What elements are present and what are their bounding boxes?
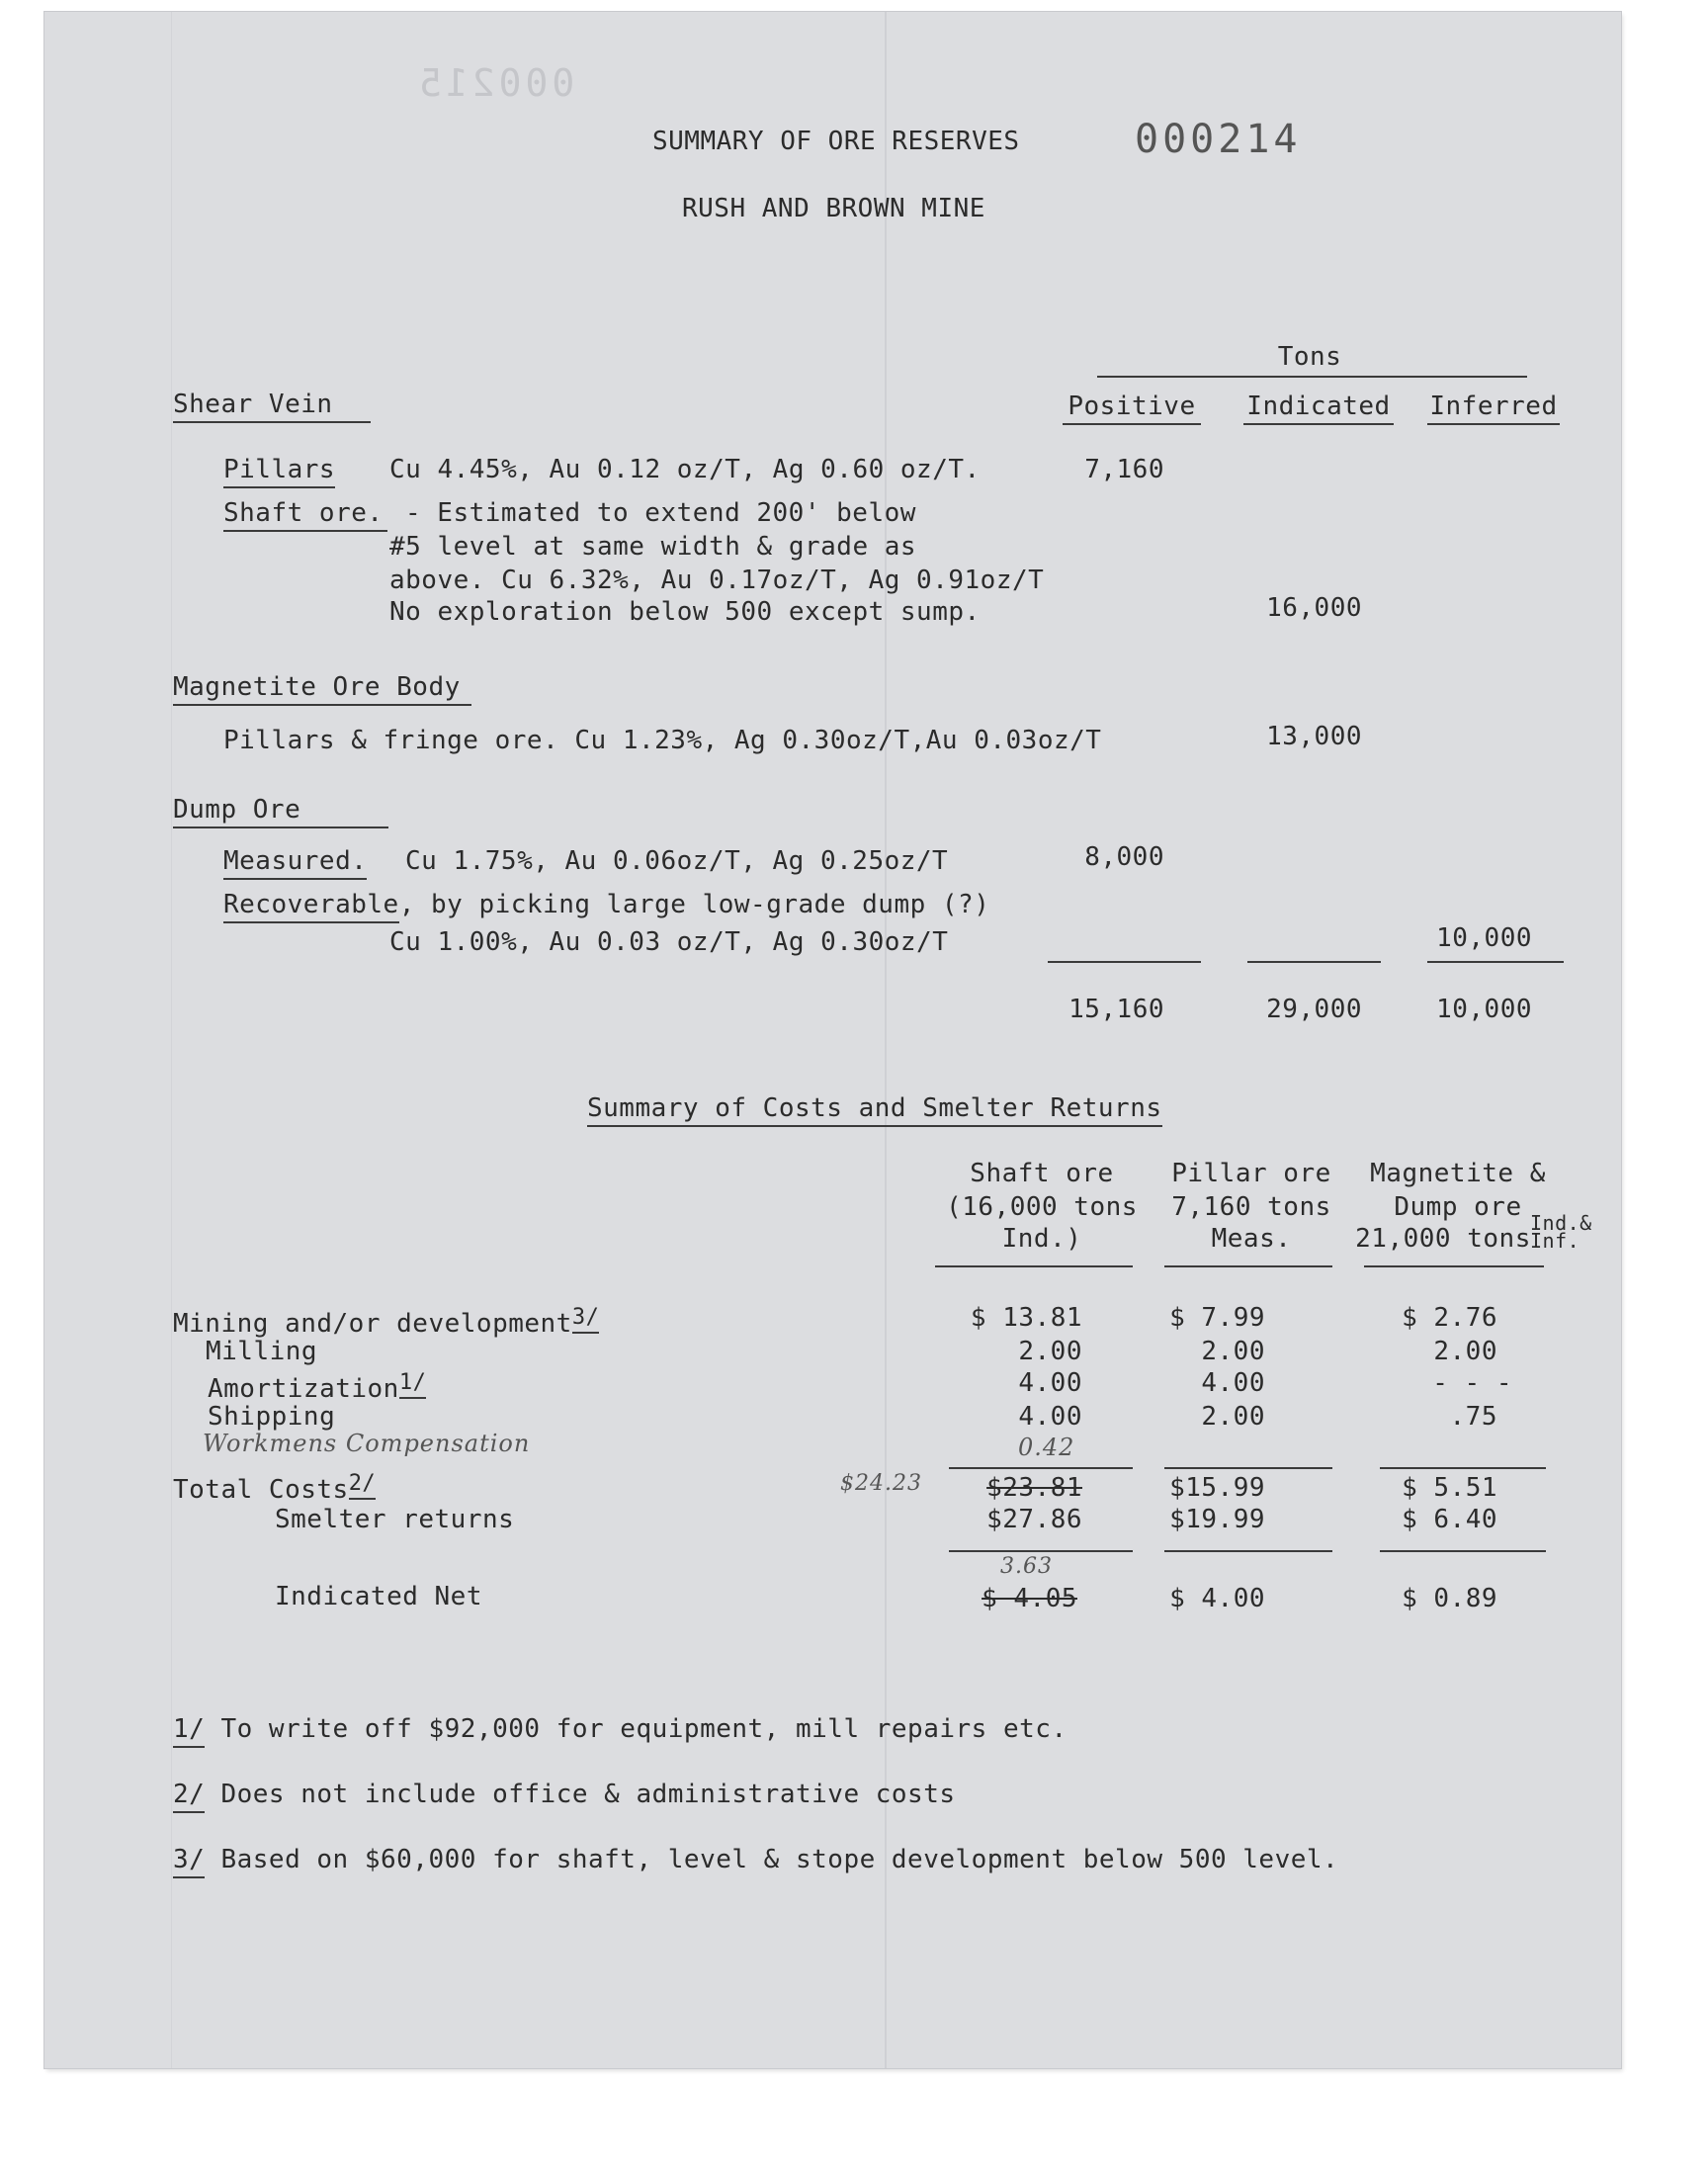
magnetite-grade: Pillars & fringe ore. Cu 1.23%, Ag 0.30oz/T,Au 0.03oz/T <box>223 726 1102 755</box>
col-shaft-rule <box>935 1265 1133 1267</box>
shaft-ore-line-1: - Estimated to extend 200' below <box>405 498 916 528</box>
total-positive: 15,160 <box>1068 995 1164 1024</box>
section-magnetite: Magnetite Ore Body <box>173 672 471 706</box>
pillars-label: Pillars <box>223 455 335 488</box>
shaft-ore-indicated: 16,000 <box>1266 593 1362 623</box>
sum-rule-indicated <box>1247 961 1381 963</box>
row-amortization-pillar: 4.00 <box>1201 1368 1265 1398</box>
document-number-stamp: 000214 <box>1135 117 1302 162</box>
costs-heading: Summary of Costs and Smelter Returns <box>587 1093 1162 1127</box>
col-pillar-ore-1: Pillar ore <box>1171 1159 1331 1188</box>
footnote-1-mark: 1/ <box>173 1714 205 1748</box>
row-mining-shaft: $ 13.81 <box>970 1303 1082 1333</box>
footnote-2-mark: 2/ <box>173 1780 205 1813</box>
col-positive-header: Positive <box>1063 392 1201 425</box>
total-costs-pillar: $15.99 <box>1169 1473 1265 1503</box>
shaft-ore-line-2: #5 level at same width & grade as <box>389 532 917 562</box>
smelter-returns-pillar: $19.99 <box>1169 1505 1265 1534</box>
shaft-ore-label: Shaft ore. <box>223 498 387 532</box>
section-shear-vein: Shear Vein <box>173 390 371 423</box>
net-rule-pillar <box>1164 1550 1332 1552</box>
col-pillar-ore-2: 7,160 tons <box>1171 1192 1331 1222</box>
smelter-returns-label: Smelter returns <box>275 1505 515 1534</box>
indicated-net-magnetite: $ 0.89 <box>1402 1584 1497 1613</box>
pillars-grade: Cu 4.45%, Au 0.12 oz/T, Ag 0.60 oz/T. <box>389 455 981 484</box>
row-amortization-shaft: 4.00 <box>1018 1368 1082 1398</box>
total-rule-shaft <box>949 1467 1133 1469</box>
col-magnetite-rule <box>1364 1265 1544 1267</box>
col-magnetite-3: 21,000 tons <box>1355 1224 1531 1254</box>
col-pillar-rule <box>1164 1265 1332 1267</box>
section-dump-ore: Dump Ore <box>173 795 388 828</box>
row-amortization-label <box>208 1368 426 1404</box>
pillars-positive: 7,160 <box>1084 455 1164 484</box>
footnote-3 <box>173 1845 1338 1874</box>
col-shaft-ore-2: (16,000 tons <box>946 1192 1138 1222</box>
footnote-2-text: Does not include office & administrative costs <box>220 1780 956 1809</box>
fold-crease-left <box>171 12 172 2068</box>
row-milling-magnetite: 2.00 <box>1433 1337 1497 1366</box>
indicated-net-label: Indicated Net <box>275 1582 482 1611</box>
smelter-returns-shaft: $27.86 <box>986 1505 1082 1534</box>
indicated-net-shaft: $ 4.05 <box>982 1584 1077 1613</box>
row-milling-label: Milling <box>206 1337 318 1366</box>
row-mining-text: Mining and/or development <box>173 1309 572 1339</box>
recoverable-inferred: 10,000 <box>1436 923 1532 953</box>
handwritten-net-correction: 3.63 <box>1000 1554 1053 1579</box>
recoverable-grade: Cu 1.00%, Au 0.03 oz/T, Ag 0.30oz/T <box>389 927 949 957</box>
row-mining-magnetite: $ 2.76 <box>1402 1303 1497 1333</box>
col-shaft-ore-3: Ind.) <box>1001 1224 1082 1254</box>
col-magnetite-note-1: Ind.& <box>1530 1211 1592 1235</box>
measured-label: Measured. <box>223 846 367 880</box>
handwritten-total-correction: $24.23 <box>840 1471 922 1496</box>
tons-header: Tons <box>1277 342 1342 372</box>
total-rule-pillar <box>1164 1467 1332 1469</box>
total-costs-label <box>173 1469 376 1505</box>
col-shaft-ore-1: Shaft ore <box>970 1159 1114 1188</box>
indicated-net-pillar: $ 4.00 <box>1169 1584 1265 1613</box>
row-milling-pillar: 2.00 <box>1201 1337 1265 1366</box>
row-amortization-magnetite: - - - <box>1432 1368 1512 1398</box>
sum-rule-positive <box>1048 961 1201 963</box>
col-indicated-header: Indicated <box>1243 392 1394 425</box>
row-mining-footnote: 3/ <box>572 1305 600 1334</box>
footnote-3-mark: 3/ <box>173 1845 205 1878</box>
row-shipping-magnetite: .75 <box>1449 1402 1497 1432</box>
sum-rule-inferred <box>1427 961 1564 963</box>
total-inferred: 10,000 <box>1436 995 1532 1024</box>
document-subtitle: RUSH AND BROWN MINE <box>682 194 985 223</box>
total-costs-shaft: $23.81 <box>986 1473 1082 1503</box>
col-pillar-ore-3: Meas. <box>1211 1224 1292 1254</box>
col-magnetite-2: Dump ore <box>1394 1192 1522 1222</box>
row-milling-shaft: 2.00 <box>1018 1337 1082 1366</box>
col-inferred-header: Inferred <box>1427 392 1560 425</box>
total-rule-magnetite <box>1380 1467 1546 1469</box>
handwritten-workmens-compensation: Workmens Compensation <box>203 1430 531 1457</box>
row-amortization-footnote: 1/ <box>399 1370 427 1399</box>
total-costs-footnote: 2/ <box>349 1471 377 1500</box>
row-shipping-pillar: 2.00 <box>1201 1402 1265 1432</box>
measured-grade: Cu 1.75%, Au 0.06oz/T, Ag 0.25oz/T <box>405 846 949 876</box>
total-costs-magnetite: $ 5.51 <box>1402 1473 1497 1503</box>
footnote-1-text: To write off $92,000 for equipment, mill repairs etc. <box>220 1714 1068 1744</box>
row-mining-pillar: $ 7.99 <box>1169 1303 1265 1333</box>
footnote-2 <box>173 1780 956 1809</box>
net-rule-magnetite <box>1380 1550 1546 1552</box>
handwritten-workmens-value: 0.42 <box>1018 1434 1075 1461</box>
col-magnetite-1: Magnetite & <box>1370 1159 1546 1188</box>
shaft-ore-line-4: No exploration below 500 except sump. <box>389 597 981 627</box>
recoverable-label: Recoverable <box>223 890 399 923</box>
net-rule-shaft <box>949 1550 1133 1552</box>
row-amortization-text: Amortization <box>208 1374 399 1404</box>
fold-crease <box>885 12 887 2068</box>
footnote-1 <box>173 1714 1068 1744</box>
row-shipping-label: Shipping <box>208 1402 336 1432</box>
row-shipping-shaft: 4.00 <box>1018 1402 1082 1432</box>
row-mining-label <box>173 1303 599 1339</box>
shaft-ore-line-3: above. Cu 6.32%, Au 0.17oz/T, Ag 0.91oz/T <box>389 566 1045 595</box>
total-indicated: 29,000 <box>1266 995 1362 1024</box>
measured-positive: 8,000 <box>1084 842 1164 872</box>
col-magnetite-note-2: Inf. <box>1530 1229 1580 1253</box>
document-title: SUMMARY OF ORE RESERVES <box>652 127 1020 156</box>
footnote-3-text: Based on $60,000 for shaft, level & stope development below 500 level. <box>220 1845 1339 1874</box>
recoverable-desc: , by picking large low-grade dump (?) <box>398 890 990 919</box>
smelter-returns-magnetite: $ 6.40 <box>1402 1505 1497 1534</box>
total-costs-text: Total Costs <box>173 1475 349 1505</box>
document-page <box>44 12 1621 2068</box>
magnetite-indicated: 13,000 <box>1266 722 1362 751</box>
tons-rule <box>1097 376 1527 378</box>
bleed-through-number: 000215 <box>415 61 575 105</box>
recoverable-line <box>223 890 989 919</box>
